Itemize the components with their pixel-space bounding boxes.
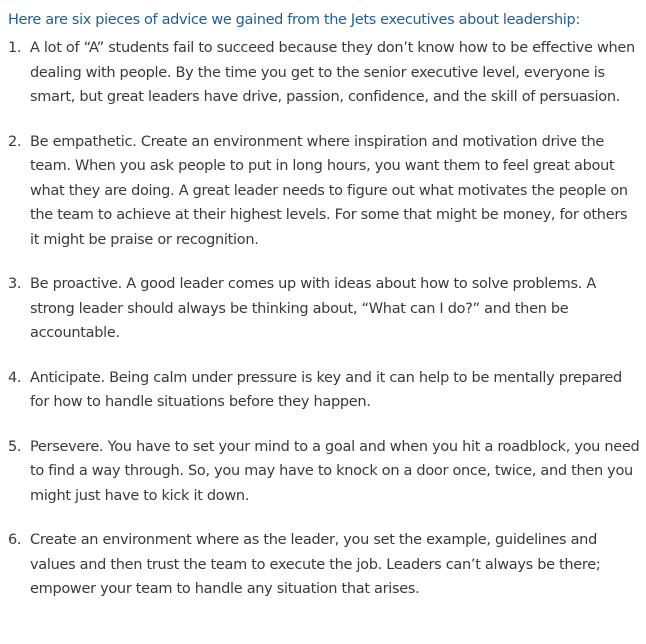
- list-item: [8, 528, 640, 602]
- list-item-text: Be proactive. A good leader comes up with ideas about how to solve problems. A strong leader should always be thinking about, “What can I do?” and then be accountable.: [30, 276, 596, 341]
- list-item: [8, 272, 640, 346]
- list-item-number: 4.: [8, 369, 22, 386]
- list-item-number: 2.: [8, 133, 22, 150]
- list-item: [8, 36, 640, 110]
- list-item-number: 5.: [8, 438, 22, 455]
- list-item-number: 1.: [8, 40, 22, 56]
- list-item-number: 3.: [8, 276, 22, 292]
- list-item-text: A lot of “A” students fail to succeed because they don’t know how to be effective when dealing with people. By the time you get to the senior executive level, everyone is smart, but great leaders have drive, passion, confidence, and the skill of persuasion.: [30, 40, 635, 105]
- list-item-text: Create an environment where as the leader, you set the example, guidelines and values and then trust the team to execute the job. Leaders can’t always be there; empower your team to handle any situation that arises.: [30, 532, 601, 597]
- list-item-number: 6.: [8, 532, 22, 548]
- list-item: [8, 366, 640, 415]
- list-item-text: Persevere. You have to set your mind to a goal and when you hit a roadblock, you need to find a way through. So, you may have to knock on a door once, twice, and then you might just have to kick it down.: [30, 438, 640, 504]
- intro-heading: Here are six pieces of advice we gained from the Jets executives about leadership:: [8, 12, 580, 28]
- list-item: [8, 130, 640, 253]
- list-item-text: Be empathetic. Create an environment where inspiration and motivation drive the team. When you ask people to put in long hours, you want them to feel great about what they are doing. A great leader needs to figure out what motivates the people on the team to achieve at their highest levels. For some that might be money, for others it might be praise or recognition.: [30, 133, 628, 248]
- list-item-text: Anticipate. Being calm under pressure is key and it can help to be mentally prepared for how to handle situations before they happen.: [30, 369, 622, 410]
- list-item: [8, 435, 640, 509]
- advice-list: [8, 36, 640, 602]
